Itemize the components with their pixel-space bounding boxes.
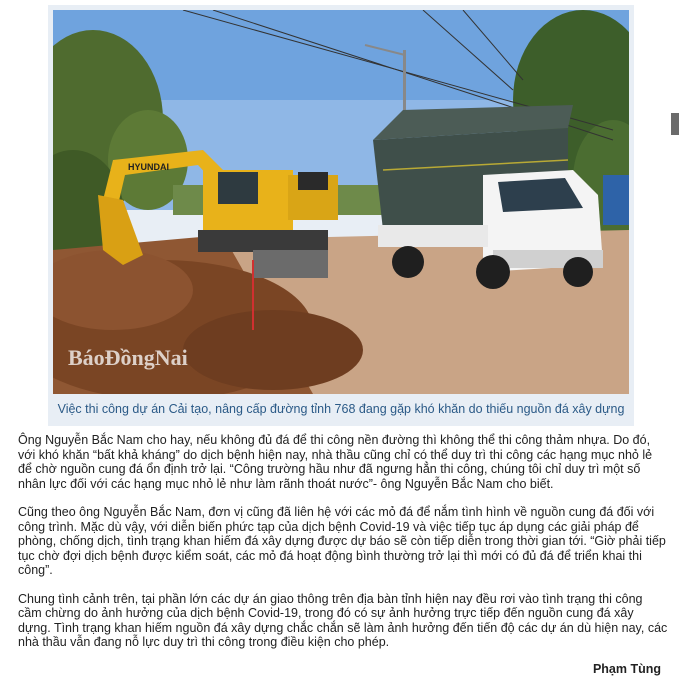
article-paragraph-1: Ông Nguyễn Bắc Nam cho hay, nếu không đủ đá để thi công nền đường thì không thể thi công thảm nhựa. Do đó, với khó khăn “bất khả kháng” do dịch bệnh hiện nay, nhà thầu cũng chỉ có thể duy trì thi công các hạng mục nhỏ lẻ để chờ nguồn cung đá ổn định trở lại. “Công trường hầu như đã ngưng hẳn thi công, chúng tôi chỉ duy trì một số nhân lực đối với các hạng mục nhỏ lẻ như làm rãnh thoát nước”- ông Nguyễn Bắc Nam cho biết. — [18, 433, 653, 491]
side-scroll-indicator[interactable] — [671, 113, 679, 135]
article-author: Phạm Tùng — [592, 662, 661, 676]
article-figure — [48, 5, 634, 426]
photo-watermark: BáoĐồngNai — [68, 345, 188, 370]
article-paragraph-2: Cũng theo ông Nguyễn Bắc Nam, đơn vị cũng đã liên hệ với các mỏ đá để nắm tình hình về nguồn cung đá đối với công trình. Mặc dù vậy, với diễn biến phức tạp của dịch bệnh Covid-19 và việc tiếp tục áp dụng các giải pháp để phòng, chống dịch, tình trạng khan hiếm đá xây dựng được dự báo sẽ còn tiếp diễn trong thời gian tới. “Giờ phải tiếp tục chờ đợi dịch bệnh được kiểm soát, các mỏ đá hoạt động bình thường trở lại thì mới có đủ đá để triển khai thi công”. — [18, 505, 666, 577]
article-body — [18, 433, 668, 664]
excavator-brand-label: HYUNDAI — [128, 162, 170, 172]
article-paragraph-3: Chung tình cảnh trên, tại phần lớn các dự án giao thông trên địa bàn tỉnh hiện nay đều rơi vào tình trạng thi công cầm chừng do ảnh hưởng của dịch bệnh Covid-19, trong đó có sự ảnh hưởng trực tiếp đến nguồn cung đá xây dựng. Tình trạng khan hiếm nguồn đá xây dựng chắc chắn sẽ làm ảnh hưởng đến tiến độ các dự án dù hiện nay, các nhà thầu vẫn đang nỗ lực duy trì thi công trong điều kiện cho phép. — [18, 591, 668, 649]
figure-caption: Việc thi công dự án Cải tạo, nâng cấp đường tỉnh 768 đang gặp khó khăn do thiếu nguồn đá xây dựng — [57, 402, 625, 416]
construction-photo[interactable] — [53, 10, 629, 394]
